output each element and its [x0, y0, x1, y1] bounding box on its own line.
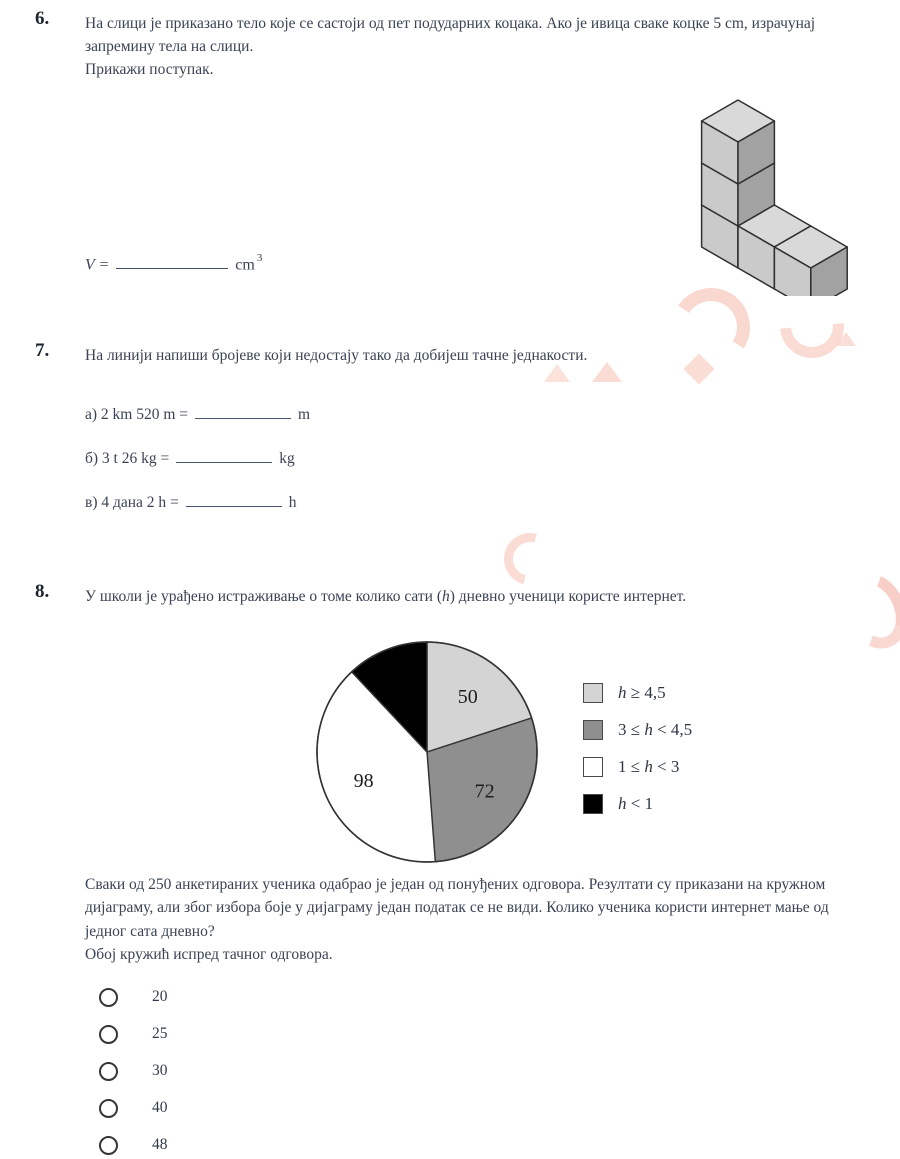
legend-label: h ≥ 4,5	[618, 682, 666, 702]
paragraph-line-4: Обој кружић испред тачног одговора.	[85, 945, 333, 963]
question-7-items	[85, 404, 310, 536]
legend-label: h < 1	[618, 793, 654, 813]
question-7-prompt: На линији напиши бројеве који недостају тако да добијеш тачне једнакости.	[85, 347, 588, 364]
conversion-a-unit: m	[298, 406, 311, 423]
conversion-item-b	[85, 448, 310, 492]
conversion-b-unit: kg	[279, 450, 295, 467]
option-label-48: 48	[152, 1136, 168, 1153]
paragraph-line-2: дијаграму, али због избора боје у дијаграму један податак се не види. Колико ученика користи интернет мање од	[85, 899, 829, 917]
option-row-30	[99, 1060, 168, 1082]
option-radio-40[interactable]	[99, 1099, 118, 1118]
pie-chart	[299, 628, 555, 876]
pie-slice-value: 50	[457, 685, 478, 708]
pie-slice-value: 72	[474, 780, 495, 803]
conversion-item-a	[85, 404, 310, 448]
option-label-30: 30	[152, 1062, 168, 1079]
legend-swatch	[583, 757, 603, 777]
cubes-figure	[688, 96, 868, 296]
volume-unit-exponent: 3	[256, 252, 263, 264]
option-radio-25[interactable]	[99, 1025, 118, 1044]
paragraph-line-1: Сваки од 250 анкетираних ученика одабрао је један од понуђених одговора. Резултати су приказани на кружном	[85, 876, 826, 893]
conversion-item-v	[85, 492, 310, 536]
legend-item	[583, 756, 692, 777]
conversion-a-blank[interactable]	[195, 404, 291, 419]
pie-slice-value: 98	[353, 769, 374, 792]
legend-swatch	[583, 794, 603, 814]
conversion-v-blank[interactable]	[186, 492, 282, 507]
option-radio-20[interactable]	[99, 988, 118, 1007]
option-row-20	[99, 986, 168, 1008]
volume-symbol: V =	[85, 256, 110, 274]
question-6-line-2: запремину тела на слици.	[85, 38, 254, 55]
legend-swatch	[583, 683, 603, 703]
question-8-paragraph	[85, 873, 829, 966]
option-label-20: 20	[152, 988, 168, 1005]
legend-label: 3 ≤ h < 4,5	[618, 719, 693, 739]
volume-unit: cm	[235, 256, 255, 274]
question-6-number: 6.	[35, 8, 50, 29]
question-7-number: 7.	[35, 340, 50, 361]
paragraph-line-3: једног сата дневно?	[85, 922, 215, 940]
option-radio-30[interactable]	[99, 1062, 118, 1081]
pie-legend	[583, 682, 692, 830]
watermark-shape	[494, 523, 565, 594]
legend-item	[583, 793, 692, 814]
question-6-line-3: Прикажи поступак.	[85, 61, 214, 78]
option-row-48	[99, 1134, 168, 1156]
conversion-a-prefix: а) 2 km 520 m =	[85, 406, 189, 423]
conversion-b-blank[interactable]	[176, 448, 272, 463]
watermark-shape	[831, 563, 900, 659]
legend-swatch	[583, 720, 603, 740]
answer-options	[99, 986, 168, 1159]
legend-item	[583, 719, 692, 740]
question-6-line-1: На слици је приказано тело које се састоји од пет подударних коцака. Ако је ивица сваке коцке 5 cm, израчунај	[85, 15, 816, 32]
option-row-25	[99, 1023, 168, 1045]
legend-label: 1 ≤ h < 3	[618, 756, 680, 776]
option-row-40	[99, 1097, 168, 1119]
legend-item	[583, 682, 692, 703]
pie-chart-wrap	[299, 628, 555, 876]
conversion-b-prefix: б) 3 t 26 kg =	[85, 450, 170, 467]
question-6-text	[85, 12, 900, 81]
conversion-v-unit: h	[288, 494, 297, 511]
option-radio-48[interactable]	[99, 1136, 118, 1155]
option-label-25: 25	[152, 1025, 168, 1042]
question-8-number: 8.	[35, 581, 50, 602]
question-8-intro: У школи је урађено истраживање о томе колико сати (h) дневно ученици користе интернет.	[85, 588, 687, 605]
volume-answer-blank[interactable]	[116, 254, 228, 269]
volume-answer-line	[85, 252, 263, 274]
option-label-40: 40	[152, 1099, 168, 1116]
question-7-text	[85, 344, 900, 367]
conversion-v-prefix: в) 4 дана 2 h =	[85, 494, 179, 511]
question-8-intro-wrap	[85, 585, 900, 608]
